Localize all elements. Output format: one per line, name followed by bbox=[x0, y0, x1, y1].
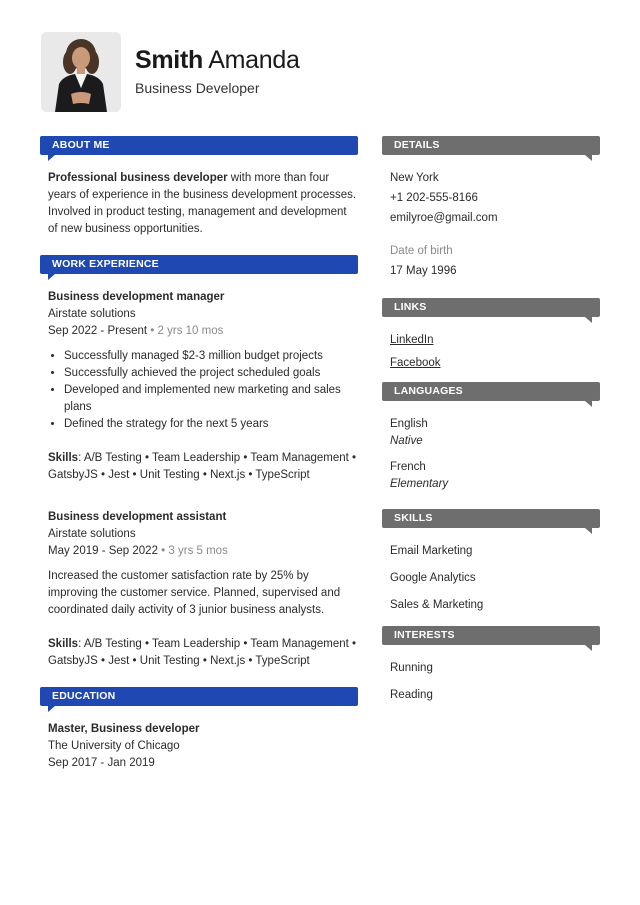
job-company: Airstate solutions bbox=[48, 308, 136, 320]
job-dates: Sep 2022 - Present bbox=[48, 325, 148, 337]
full-name bbox=[135, 44, 300, 76]
education-degree: Master, Business developer bbox=[48, 723, 200, 735]
job-skills bbox=[48, 636, 358, 670]
last-name: Smith bbox=[135, 46, 203, 74]
about-text bbox=[40, 170, 358, 238]
interests-header: INTERESTS bbox=[382, 626, 600, 645]
job-skills-label: Skills bbox=[48, 452, 79, 464]
details-dob: 17 May 1996 bbox=[390, 265, 457, 277]
language-level: Native bbox=[390, 435, 423, 447]
skill-item: Sales & Marketing bbox=[390, 599, 484, 611]
details-email: emilyroe@gmail.com bbox=[390, 212, 498, 224]
job-duration: • 3 yrs 5 mos bbox=[161, 545, 228, 557]
language-level: Elementary bbox=[390, 478, 449, 490]
job-skills-label: Skills bbox=[48, 638, 79, 650]
job-position: Business development manager bbox=[48, 291, 225, 303]
details-city: New York bbox=[390, 172, 439, 184]
job-bullet: • Developed and implemented new marketing and sales plans bbox=[64, 382, 358, 416]
job-dates-row bbox=[48, 543, 358, 560]
language-name: French bbox=[390, 461, 426, 473]
job-position: Business development assistant bbox=[48, 511, 227, 523]
details-body bbox=[382, 170, 600, 280]
about-header: ABOUT ME bbox=[40, 136, 358, 155]
languages-body bbox=[382, 416, 600, 493]
about-lead: Professional business developer bbox=[48, 172, 228, 184]
skill-item: Email Marketing bbox=[390, 545, 473, 557]
skill-item: Google Analytics bbox=[390, 572, 476, 584]
job-dates: May 2019 - Sep 2022 bbox=[48, 545, 158, 557]
job-skills-list: : A/B Testing • Team Leadership • Team Management • GatsbyJS • Jest • Unit Testing • Next.js • TypeScript bbox=[48, 452, 357, 481]
languages-header: LANGUAGES bbox=[382, 382, 600, 401]
education-header: EDUCATION bbox=[40, 687, 358, 706]
job-bullet: • Successfully managed $2-3 million budget projects bbox=[64, 348, 358, 365]
job-skills-list: : A/B Testing • Team Leadership • Team Management • GatsbyJS • Jest • Unit Testing • Next.js • TypeScript bbox=[48, 638, 357, 667]
job-entry bbox=[40, 289, 358, 484]
job-entry bbox=[40, 509, 358, 670]
education-entry bbox=[40, 721, 358, 772]
details-header: DETAILS bbox=[382, 136, 600, 155]
link-facebook[interactable]: Facebook bbox=[390, 357, 441, 369]
links-header: LINKS bbox=[382, 298, 600, 317]
job-title: Business Developer bbox=[135, 80, 260, 96]
job-dates-row bbox=[48, 323, 358, 340]
skills-body bbox=[382, 543, 600, 614]
link-linkedin[interactable]: LinkedIn bbox=[390, 334, 434, 346]
interests-body bbox=[382, 660, 600, 704]
links-body bbox=[382, 332, 600, 372]
education-dates: Sep 2017 - Jan 2019 bbox=[48, 757, 155, 769]
work-header: WORK EXPERIENCE bbox=[40, 255, 358, 274]
job-bullet: • Defined the strategy for the next 5 years bbox=[64, 416, 358, 433]
job-bullets bbox=[48, 348, 358, 433]
job-duration: • 2 yrs 10 mos bbox=[150, 325, 224, 337]
details-phone: +1 202-555-8166 bbox=[390, 192, 478, 204]
first-name: Amanda bbox=[208, 46, 300, 74]
profile-photo bbox=[41, 32, 121, 112]
job-company: Airstate solutions bbox=[48, 528, 136, 540]
interest-item: Reading bbox=[390, 689, 433, 701]
skills-header: SKILLS bbox=[382, 509, 600, 528]
education-school: The University of Chicago bbox=[48, 740, 180, 752]
language-name: English bbox=[390, 418, 428, 430]
left-column bbox=[40, 136, 358, 772]
job-bullet: • Successfully achieved the project scheduled goals bbox=[64, 365, 358, 382]
interest-item: Running bbox=[390, 662, 433, 674]
details-dob-label: Date of birth bbox=[390, 245, 453, 257]
right-column bbox=[382, 136, 600, 704]
about-body: with more than four years of experience in the business development processes. Involved in product testing, management and development of new business opportunities. bbox=[48, 172, 357, 235]
person-photo-icon bbox=[41, 32, 121, 112]
job-skills bbox=[48, 450, 358, 484]
job-description: Increased the customer satisfaction rate by 25% by improving the customer service. Planned, supervised and coordinated daily activity of 3 junior business analysts. bbox=[48, 570, 341, 616]
